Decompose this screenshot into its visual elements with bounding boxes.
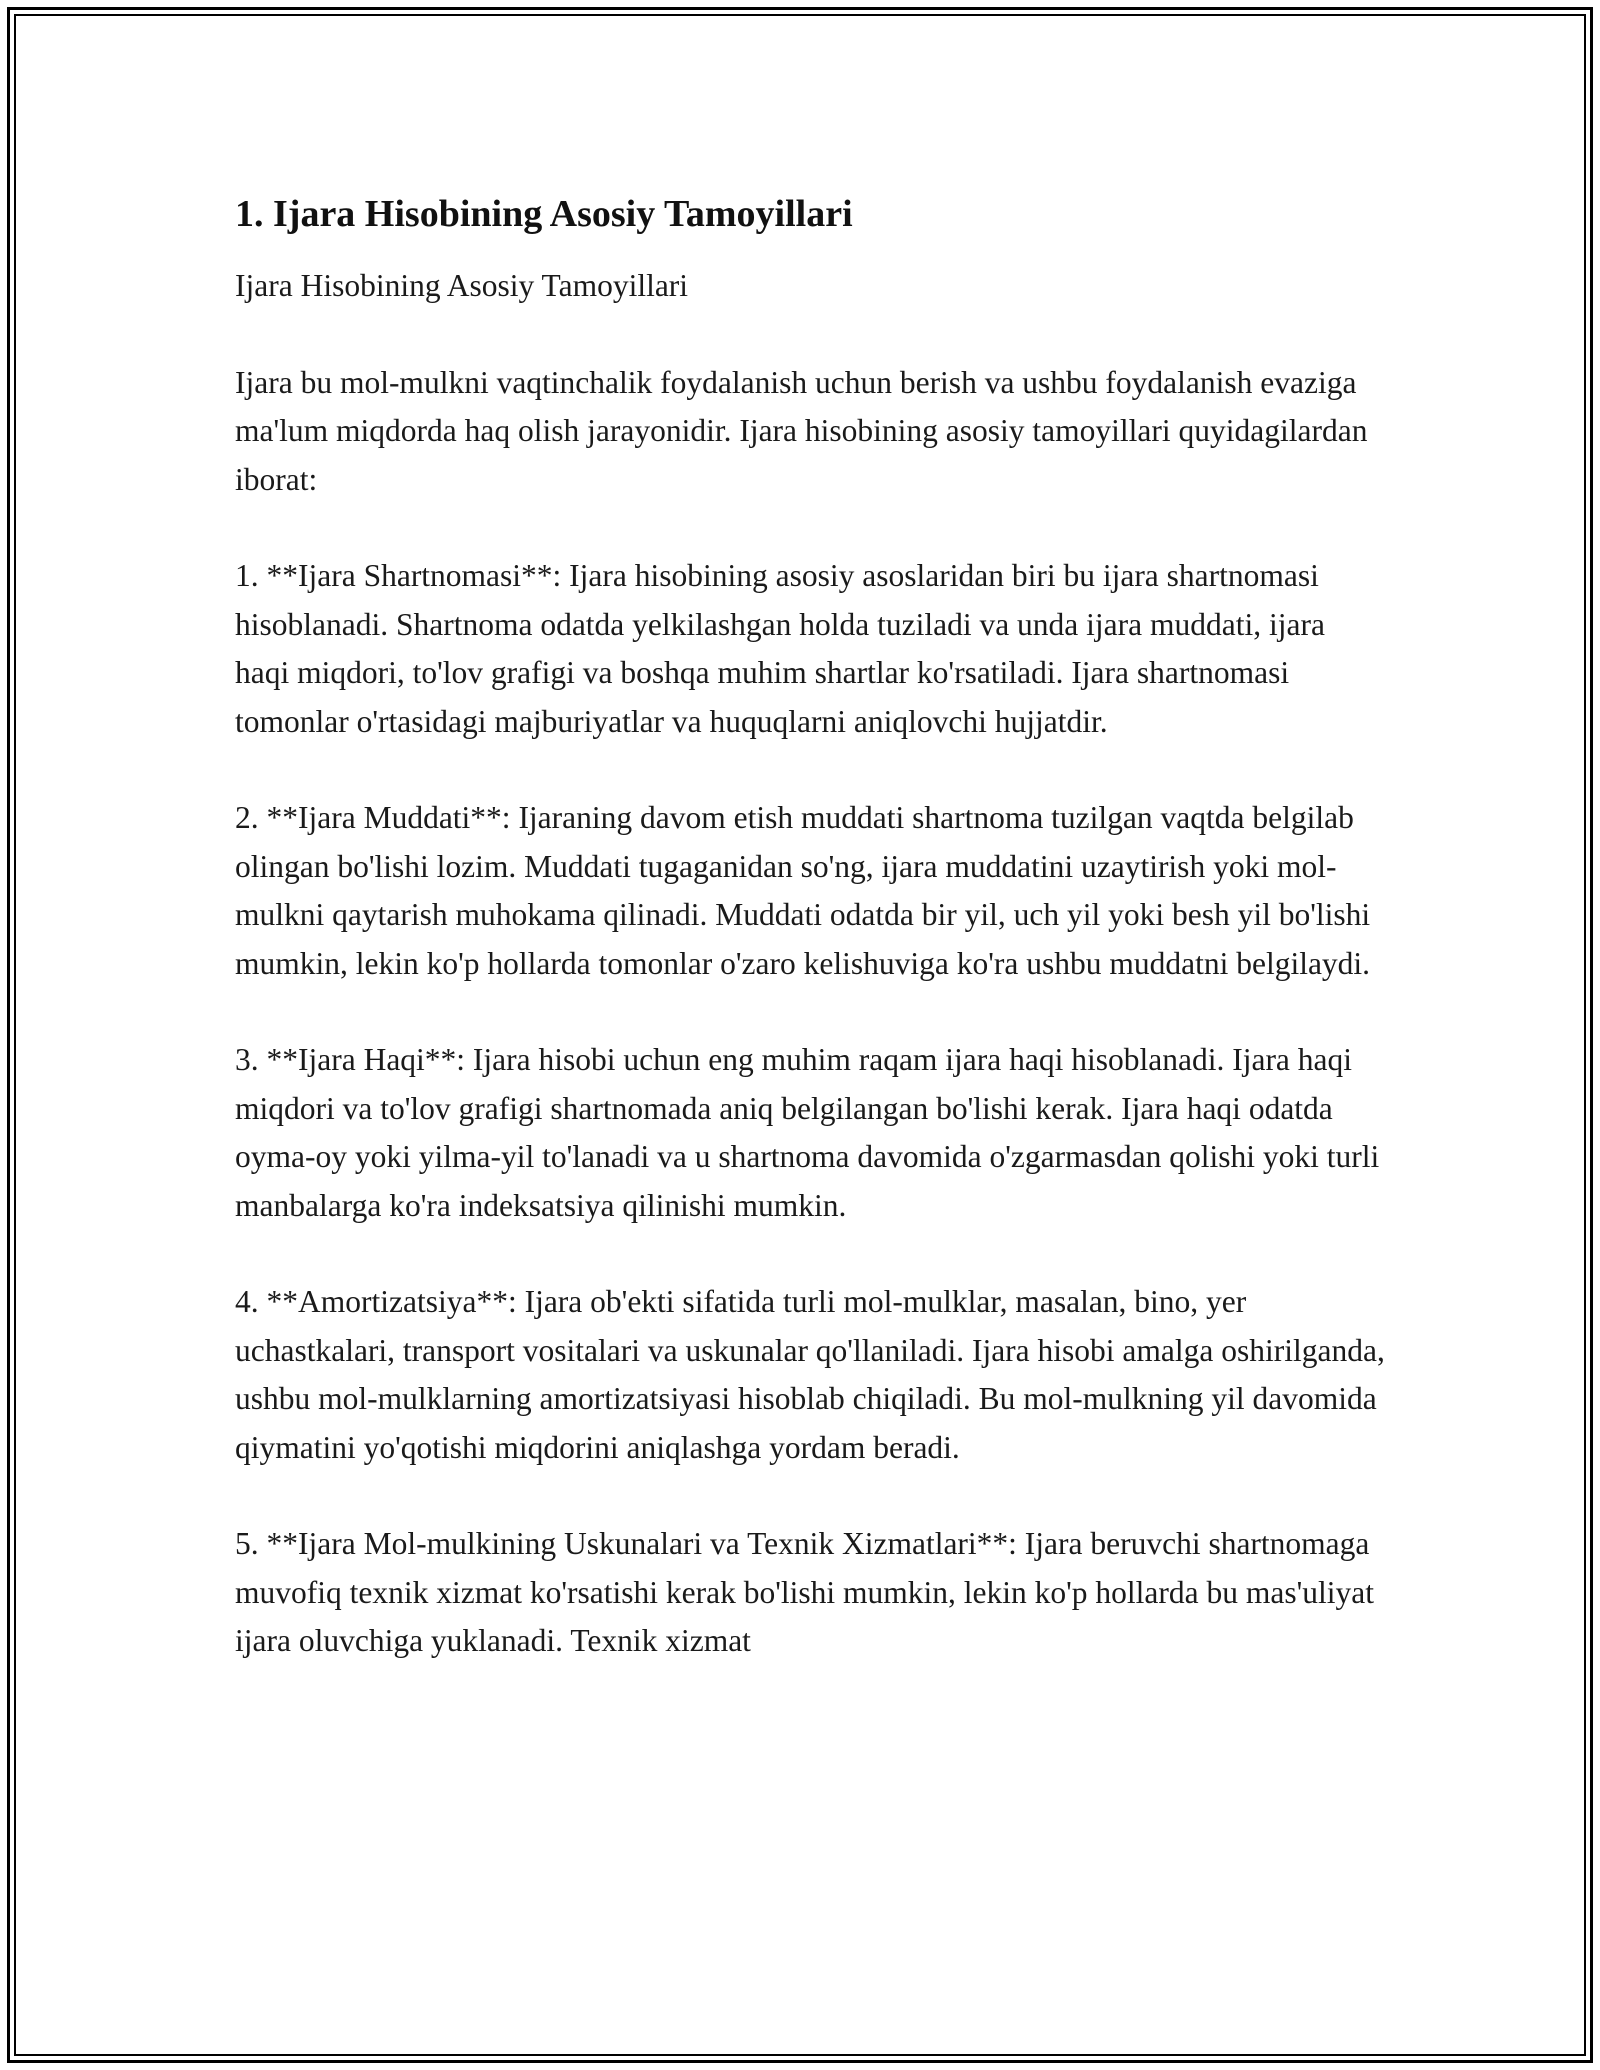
document-body — [235, 188, 1385, 1714]
page-title: 1. Ijara Hisobining Asosiy Tamoyillari — [235, 193, 853, 235]
section-texnik-xizmatlar: 5. **Ijara Mol-mulkining Uskunalari va Texnik Xizmatlari**: Ijara beruvchi shartnomaga muvofiq texnik xizmat ko'rsatishi kerak bo'lishi mumkin, lekin ko'p hollarda bu mas'uliyat ijara oluvchiga yuklanadi. Texnik xizmat — [235, 1526, 1375, 1658]
intro-paragraph: Ijara bu mol-mulkni vaqtinchalik foydalanish uchun berish va ushbu foydalanish evaziga ma'lum miqdorda haq olish jarayonidir. Ijara hisobining asosiy tamoyillari quyidagilardan iborat: — [235, 364, 1368, 497]
section-ijara-shartnomasi: 1. **Ijara Shartnomasi**: Ijara hisobining asosiy asoslaridan biri bu ijara shartnomasi hisoblanadi. Shartnoma odatda yelkilashgan holda tuziladi va unda ijara muddati, ijara haqi miqdori, to'lov grafigi va boshqa muhim shartlar ko'rsatiladi. Ijara shartnomasi tomonlar o'rtasidagi majburiyatlar va huquqlarni aniqlovchi hujjatdir. — [235, 558, 1325, 739]
section-ijara-muddati: 2. **Ijara Muddati**: Ijaraning davom etish muddati shartnoma tuzilgan vaqtda belgilab olingan bo'lishi lozim. Muddati tugaganidan so'ng, ijara muddatini uzaytirish yoki mol-mulkni qaytarish muhokama qilinadi. Muddati odatda bir yil, uch yil yoki besh yil bo'lishi mumkin, lekin ko'p hollarda tomonlar o'zaro kelishuviga ko'ra ushbu muddatni belgilaydi. — [235, 800, 1371, 981]
section-ijara-haqi: 3. **Ijara Haqi**: Ijara hisobi uchun eng muhim raqam ijara haqi hisoblanadi. Ijara haqi miqdori va to'lov grafigi shartnomada aniq belgilangan bo'lishi kerak. Ijara haqi odatda oyma-oy yoki yilma-yil to'lanadi va u shartnoma davomida o'zgarmasdan qolishi yoki turli manbalarga ko'ra indeksatsiya qilinishi mumkin. — [235, 1042, 1380, 1223]
section-amortizatsiya: 4. **Amortizatsiya**: Ijara ob'ekti sifatida turli mol-mulklar, masalan, bino, yer uchastkalari, transport vositalari va uskunalar qo'llaniladi. Ijara hisobi amalga oshirilganda, ushbu mol-mulklarning amortizatsiyasi hisoblab chiqiladi. Bu mol-mulkning yil davomida qiymatini yo'qotishi miqdorini aniqlashga yordam beradi. — [235, 1284, 1385, 1465]
document-subtitle: Ijara Hisobining Asosiy Tamoyillari — [235, 268, 689, 303]
